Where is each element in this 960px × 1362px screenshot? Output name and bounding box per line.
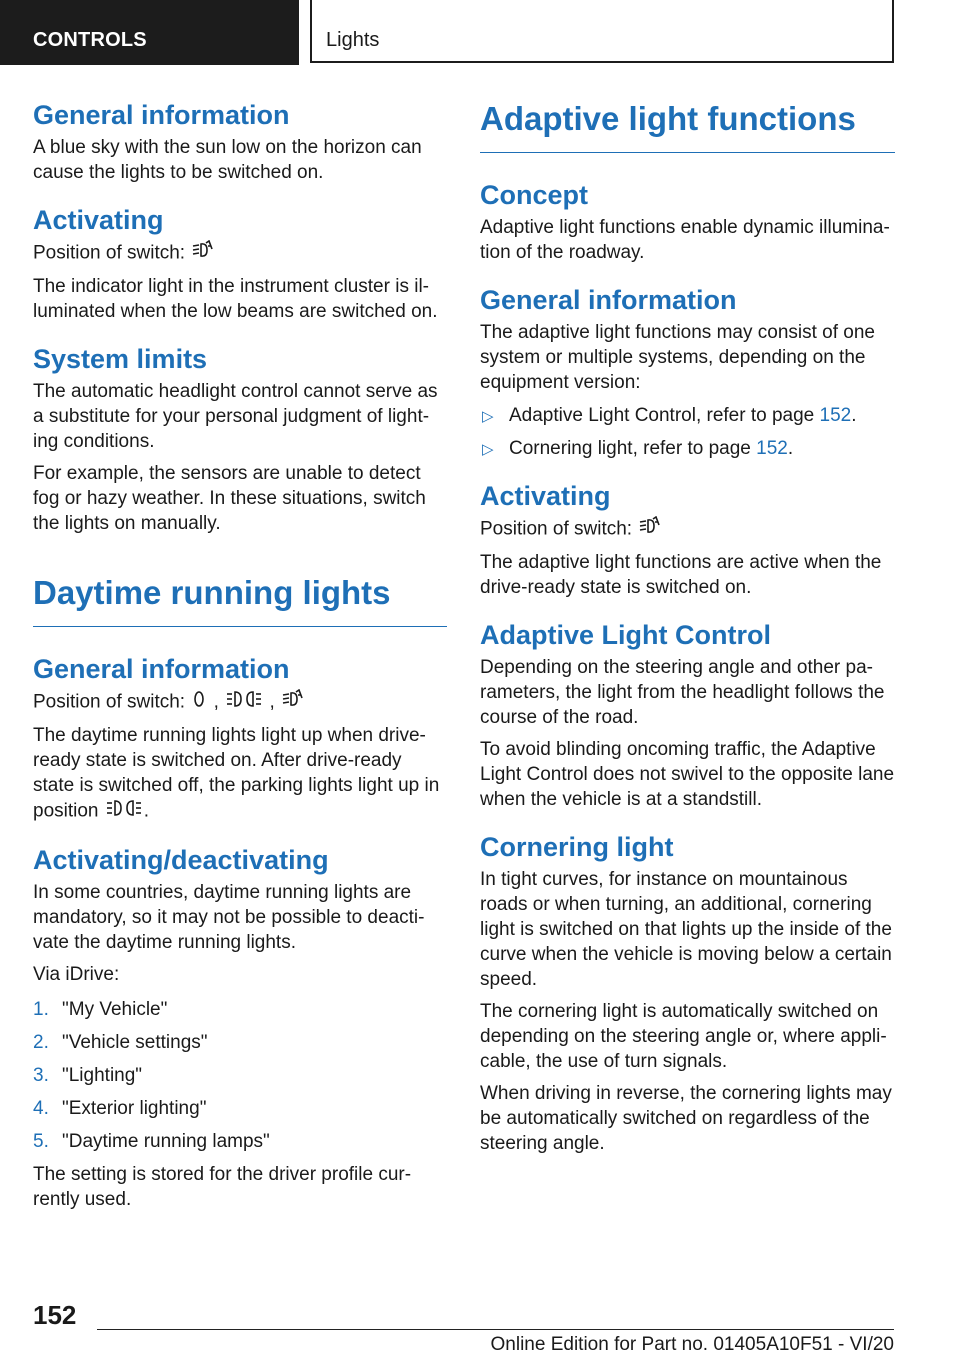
list-item xyxy=(480,436,895,461)
list-item xyxy=(33,1129,447,1154)
system-limits-text-1: The automatic headlight control cannot serve as a substitute for your personal judgment of light- ing conditions. xyxy=(33,381,438,452)
page-number: 152 xyxy=(33,1300,77,1330)
chapter-label: Lights xyxy=(326,29,380,51)
off-icon xyxy=(192,689,206,716)
general-info-text: The adaptive light functions may consist of one system or multiple systems, depending on the equipment version: xyxy=(480,322,876,393)
step-number: 3. xyxy=(33,1065,49,1086)
list-end: . xyxy=(787,438,794,459)
step-text: "My Vehicle" xyxy=(62,999,168,1020)
step-text: "Lighting" xyxy=(62,1065,143,1086)
auto-headlight-icon xyxy=(192,240,214,267)
separator: , xyxy=(269,691,275,713)
section-label: CONTROLS xyxy=(33,29,147,51)
activating-text: The indicator light in the instrument cluster is il- luminated when the low beams are switched on. xyxy=(33,276,438,322)
via-idrive: Via iDrive: xyxy=(33,964,120,985)
page-link[interactable]: 152 xyxy=(756,438,788,459)
step-number: 2. xyxy=(33,1032,49,1053)
system-limits-text-2: For example, the sensors are unable to detect fog or hazy weather. In these situations, switch the lights on manually. xyxy=(33,463,426,534)
list-item xyxy=(33,997,447,1022)
general-info-text: A blue sky with the sun low on the horizon can cause the lights to be switched on. xyxy=(33,137,422,183)
switch-position-label: Position of switch: xyxy=(480,518,633,540)
step-text: "Daytime running lamps" xyxy=(62,1131,270,1152)
list-item xyxy=(33,1096,447,1121)
adaptive-light-control-heading: Adaptive Light Control xyxy=(480,620,771,650)
general-info-heading: General information xyxy=(33,100,290,130)
section-tab xyxy=(0,0,299,65)
activating-heading: Activating xyxy=(33,205,164,235)
drl-general-info-heading: General information xyxy=(33,654,290,684)
separator: , xyxy=(213,691,219,713)
cornering-text-1: In tight curves, for instance on mountainous roads or when turning, an additional, cornering light is switched on that lights up the inside of the curve when the vehicle is moving below a certain speed. xyxy=(480,869,892,990)
list-text: Cornering light, refer to page xyxy=(509,438,757,459)
alf-list xyxy=(480,403,895,461)
concept-heading: Concept xyxy=(480,180,588,210)
activating-switch-line xyxy=(33,240,447,267)
activating-heading: Activating xyxy=(480,481,611,511)
system-limits-heading: System limits xyxy=(33,344,208,374)
step-number: 4. xyxy=(33,1098,49,1119)
list-item xyxy=(33,1063,447,1088)
drl-text xyxy=(33,723,447,825)
list-end: . xyxy=(851,405,857,426)
triangle-bullet-icon: ▷ xyxy=(482,408,494,425)
footer-rule xyxy=(97,1329,894,1330)
activating-switch-line xyxy=(480,516,895,543)
left-column xyxy=(33,100,447,1212)
parking-light-icon xyxy=(226,689,262,716)
list-item xyxy=(480,403,895,428)
cornering-text-3: When driving in reverse, the cornering lights may be automatically switched on regardless of the steering angle. xyxy=(480,1083,892,1154)
cornering-light-heading: Cornering light xyxy=(480,832,674,862)
alc-text-1: Depending on the steering angle and other pa- rameters, the light from the headlight follows the course of the road. xyxy=(480,657,885,728)
general-info-heading: General information xyxy=(480,285,737,315)
right-column xyxy=(480,100,895,1156)
activating-deactivating-text: In some countries, daytime running lights are mandatory, so it may not be possible to deacti- vate the daytime running lights. xyxy=(33,882,425,953)
list-text: Adaptive Light Control, refer to page xyxy=(509,405,820,426)
triangle-bullet-icon: ▷ xyxy=(482,441,494,458)
switch-position-label: Position of switch: xyxy=(33,691,186,713)
drl-chapter-heading: Daytime running lights xyxy=(33,574,447,627)
cornering-text-2: The cornering light is automatically switched on depending on the steering angle or, where appli- cable, the use of turn signals. xyxy=(480,1001,887,1072)
concept-text: Adaptive light functions enable dynamic illumina- tion of the roadway. xyxy=(480,217,890,263)
step-text: "Vehicle settings" xyxy=(62,1032,208,1053)
alc-text-2: To avoid blinding oncoming traffic, the Adaptive Light Control does not swivel to the opposite lane when the vehicle is at a standstill. xyxy=(480,739,895,810)
drl-switch-line xyxy=(33,689,447,716)
drl-text-body: The daytime running lights light up when drive- ready state is switched on. After drive-ready state is switched off, the parking lights light up in position xyxy=(33,725,440,822)
switch-position-label: Position of switch: xyxy=(33,242,186,264)
auto-headlight-icon xyxy=(282,689,304,716)
activating-deactivating-heading: Activating/deactivating xyxy=(33,845,329,875)
step-number: 5. xyxy=(33,1131,49,1152)
chapter-tab xyxy=(310,0,894,63)
edition-text: Online Edition for Part no. 01405A10F51 - VI/20 xyxy=(490,1334,894,1355)
stored-setting-text: The setting is stored for the driver profile cur- rently used. xyxy=(33,1164,412,1210)
auto-headlight-icon xyxy=(639,516,661,543)
page-link[interactable]: 152 xyxy=(819,405,852,426)
activating-text: The adaptive light functions are active when the drive-ready state is switched on. xyxy=(480,552,882,598)
list-item xyxy=(33,1030,447,1055)
alf-chapter-heading: Adaptive light functions xyxy=(480,100,895,153)
idrive-steps xyxy=(33,997,447,1154)
step-number: 1. xyxy=(33,999,49,1020)
drl-text-end: . xyxy=(143,800,150,822)
parking-light-icon xyxy=(106,798,142,825)
step-text: "Exterior lighting" xyxy=(62,1098,207,1119)
